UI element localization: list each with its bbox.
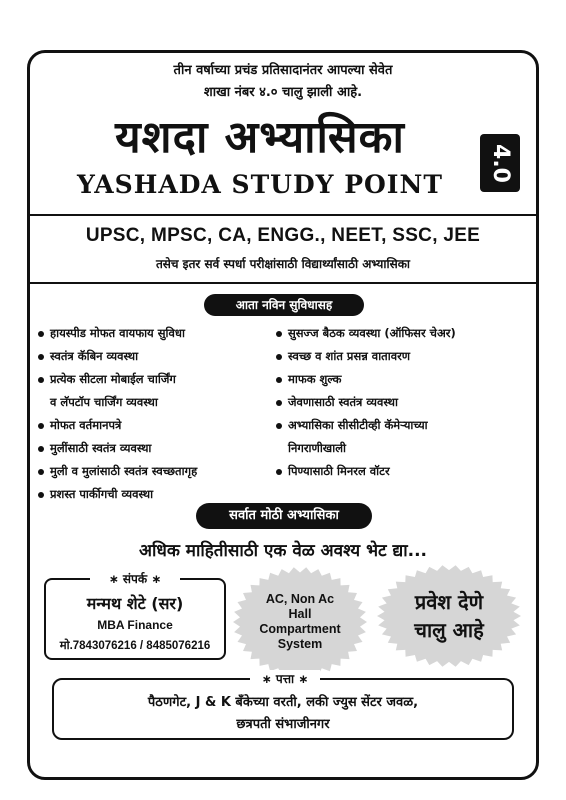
facility-item: प्रशस्त पार्कीगची व्यवस्था	[38, 483, 278, 506]
hall-line-4: System	[277, 637, 323, 651]
facility-item: हायस्पीड मोफत वायफाय सुविधा	[38, 322, 278, 345]
facility-item: पिण्यासाठी मिनरल वॉटर	[276, 460, 526, 483]
facility-item: मोफत वर्तमानपत्रे	[38, 414, 278, 437]
facility-item: मुलींसाठी स्वतंत्र व्यवस्था	[38, 437, 278, 460]
facilities-right-list	[276, 322, 526, 483]
facility-item: मुली व मुलांसाठी स्वतंत्र स्वच्छतागृह	[38, 460, 278, 483]
divider-middle	[30, 282, 536, 284]
hall-type-badge	[232, 566, 368, 678]
facility-item: स्वतंत्र कॅबिन व्यवस्था	[38, 345, 278, 368]
admission-line-2: चालु आहे	[414, 618, 484, 642]
hall-line-1: AC, Non Ac	[265, 592, 335, 606]
intro-line-2: शाखा नंबर ४.० चालु झाली आहे.	[203, 85, 363, 100]
version-badge	[480, 134, 520, 192]
facility-item: जेवणासाठी स्वतंत्र व्यवस्था	[276, 391, 526, 414]
address-line-1: पैठणगेट, J & K बँकेच्या वरती, लकी ज्युस सेंटर जवळ,	[147, 695, 419, 710]
version-text: 4.0	[487, 143, 513, 183]
intro-line-1: तीन वर्षाच्या प्रचंड प्रतिसादानंतर आपल्या सेवेत	[173, 63, 393, 78]
largest-study-hall-label: सर्वात मोठी अभ्यासिका	[196, 503, 372, 529]
exam-subtitle: तसेच इतर सर्व स्पर्धा परीक्षांसाठी विद्यार्थ्यांसाठी अभ्यासिका	[155, 257, 411, 271]
contact-heading: ∗ संपर्क ∗	[90, 570, 180, 587]
facility-item: प्रत्येक सीटला मोबाईल चार्जिंग व लॅपटॉप चार्जिंग व्यवस्था	[38, 368, 278, 414]
facility-item: माफक शुल्क	[276, 368, 526, 391]
brand-name-english: YASHADA STUDY POINT	[77, 170, 443, 199]
address-heading: ∗ पत्ता ∗	[250, 670, 320, 687]
facilities-heading: आता नविन सुविधासह	[204, 294, 364, 316]
address-line-2: छत्रपती संभाजीनगर	[236, 717, 330, 732]
contact-box	[44, 572, 226, 660]
facilities-left-list	[38, 322, 278, 506]
intro-text	[0, 60, 566, 104]
contact-name: मन्मथ शेटे (सर)	[86, 594, 184, 613]
address-box	[52, 672, 514, 740]
admission-open-badge	[376, 564, 522, 668]
facility-item: सुसज्ज बैठक व्यवस्था (ऑफिसर चेअर)	[276, 322, 526, 345]
contact-phones: मो.7843076216 / 8485076216	[59, 640, 211, 652]
divider-top	[30, 214, 536, 216]
brand-name-marathi: यशदा अभ्यासिका	[115, 112, 405, 163]
visit-invitation: अधिक माहितीसाठी एक वेळ अवश्य भेट द्या...	[138, 541, 428, 561]
hall-line-3: Compartment	[259, 622, 341, 636]
exam-list: UPSC, MPSC, CA, ENGG., NEET, SSC, JEE	[85, 225, 481, 246]
facility-item: स्वच्छ व शांत प्रसन्न वातावरण	[276, 345, 526, 368]
facility-item: अभ्यासिका सीसीटीव्ही कॅमेऱ्याच्या निगराणीखाली	[276, 414, 526, 460]
hall-line-2: Hall	[288, 607, 312, 621]
admission-line-1: प्रवेश देणे	[414, 590, 484, 614]
contact-qualification: MBA Finance	[97, 618, 173, 632]
